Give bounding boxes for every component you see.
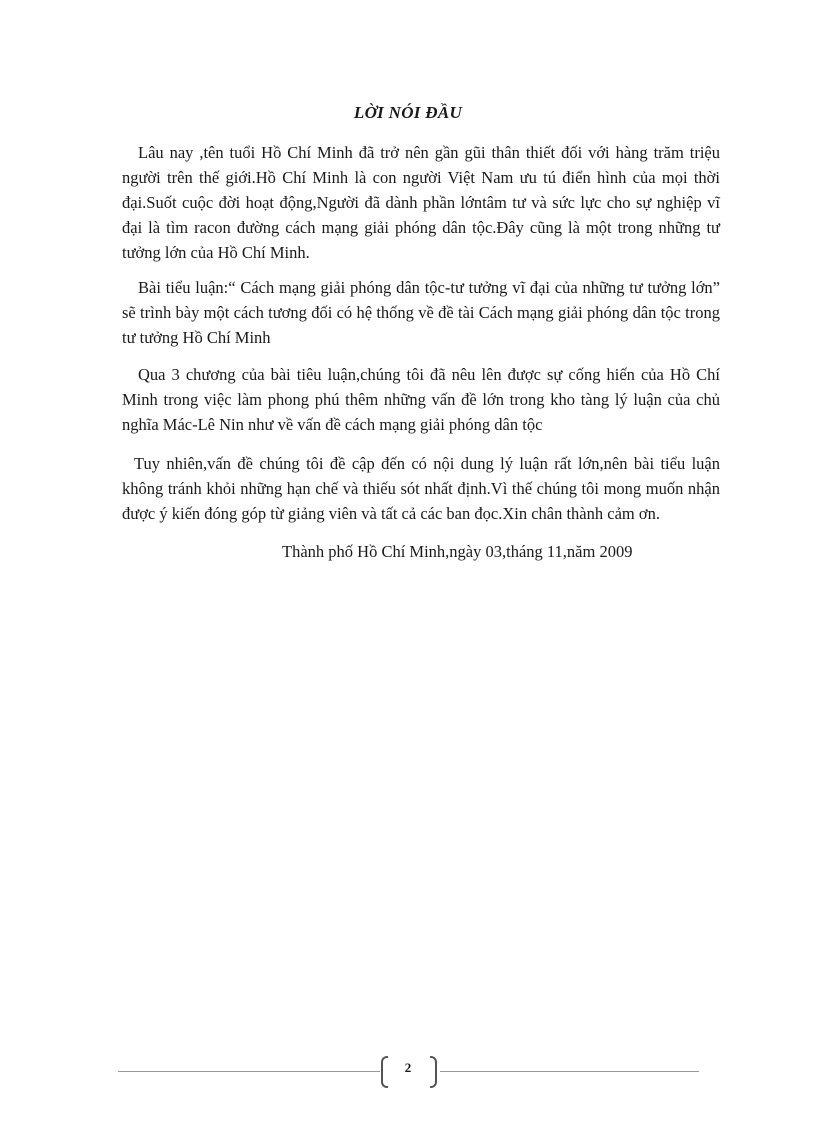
paragraph-chapters: Qua 3 chương của bài tiêu luận,chúng tôi đã nêu lên được sự cống hiến của Hồ Chí Minh trong việc làm phong phú thêm những vấn đề lớn trong kho tàng lý luận của chủ nghĩa Mác-Lê Nin như về vấn đề cách mạng giải phóng dân tộc [122, 365, 720, 434]
page-number: 2 [404, 1060, 412, 1075]
paragraph-intro: Lâu nay ,tên tuổi Hồ Chí Minh đã trở nên gần gũi thân thiết đối với hàng trăm triệu người trên thế giới.Hồ Chí Minh là con người Việt Nam ưu tú điển hình của mọi thời đại.Suốt cuộc đời hoạt động,Người đã dành phần lớntâm tư và sức lực cho sự nghiệp vĩ đại là tìm racon đường cách mạng giải phóng dân tộc.Đây cũng là một trong những tư tưởng lớn của Hồ Chí Minh. [122, 143, 720, 262]
footer-bracket-open [381, 1056, 388, 1088]
footer-bracket-close [430, 1056, 437, 1088]
footer-rule-left [118, 1071, 380, 1072]
page-footer [0, 1055, 816, 1089]
paragraph-essay-topic: Bài tiểu luận:“ Cách mạng giải phóng dân tộc-tư tưởng vĩ đại của những tư tưởng lớn” sẽ trình bày một cách tương đối có hệ thống về đề tài Cách mạng giải phóng dân tộc trong tư tưởng Hồ Chí Minh [122, 278, 720, 347]
paragraph-closing: Tuy nhiên,vấn đề chúng tôi đề cập đến có nội dung lý luận rất lớn,nên bài tiểu luận không tránh khỏi những hạn chế và thiếu sót nhất định.Vì thế chúng tôi mong muốn nhận được ý kiến đóng góp từ giảng viên và tất cả các ban đọc.Xin chân thành cảm ơn. [122, 454, 720, 523]
place-date-signature: Thành phố Hồ Chí Minh,ngày 03,tháng 11,năm 2009 [282, 542, 633, 561]
footer-rule-right [440, 1071, 699, 1072]
document-title: LỜI NÓI ĐẦU [353, 103, 463, 122]
